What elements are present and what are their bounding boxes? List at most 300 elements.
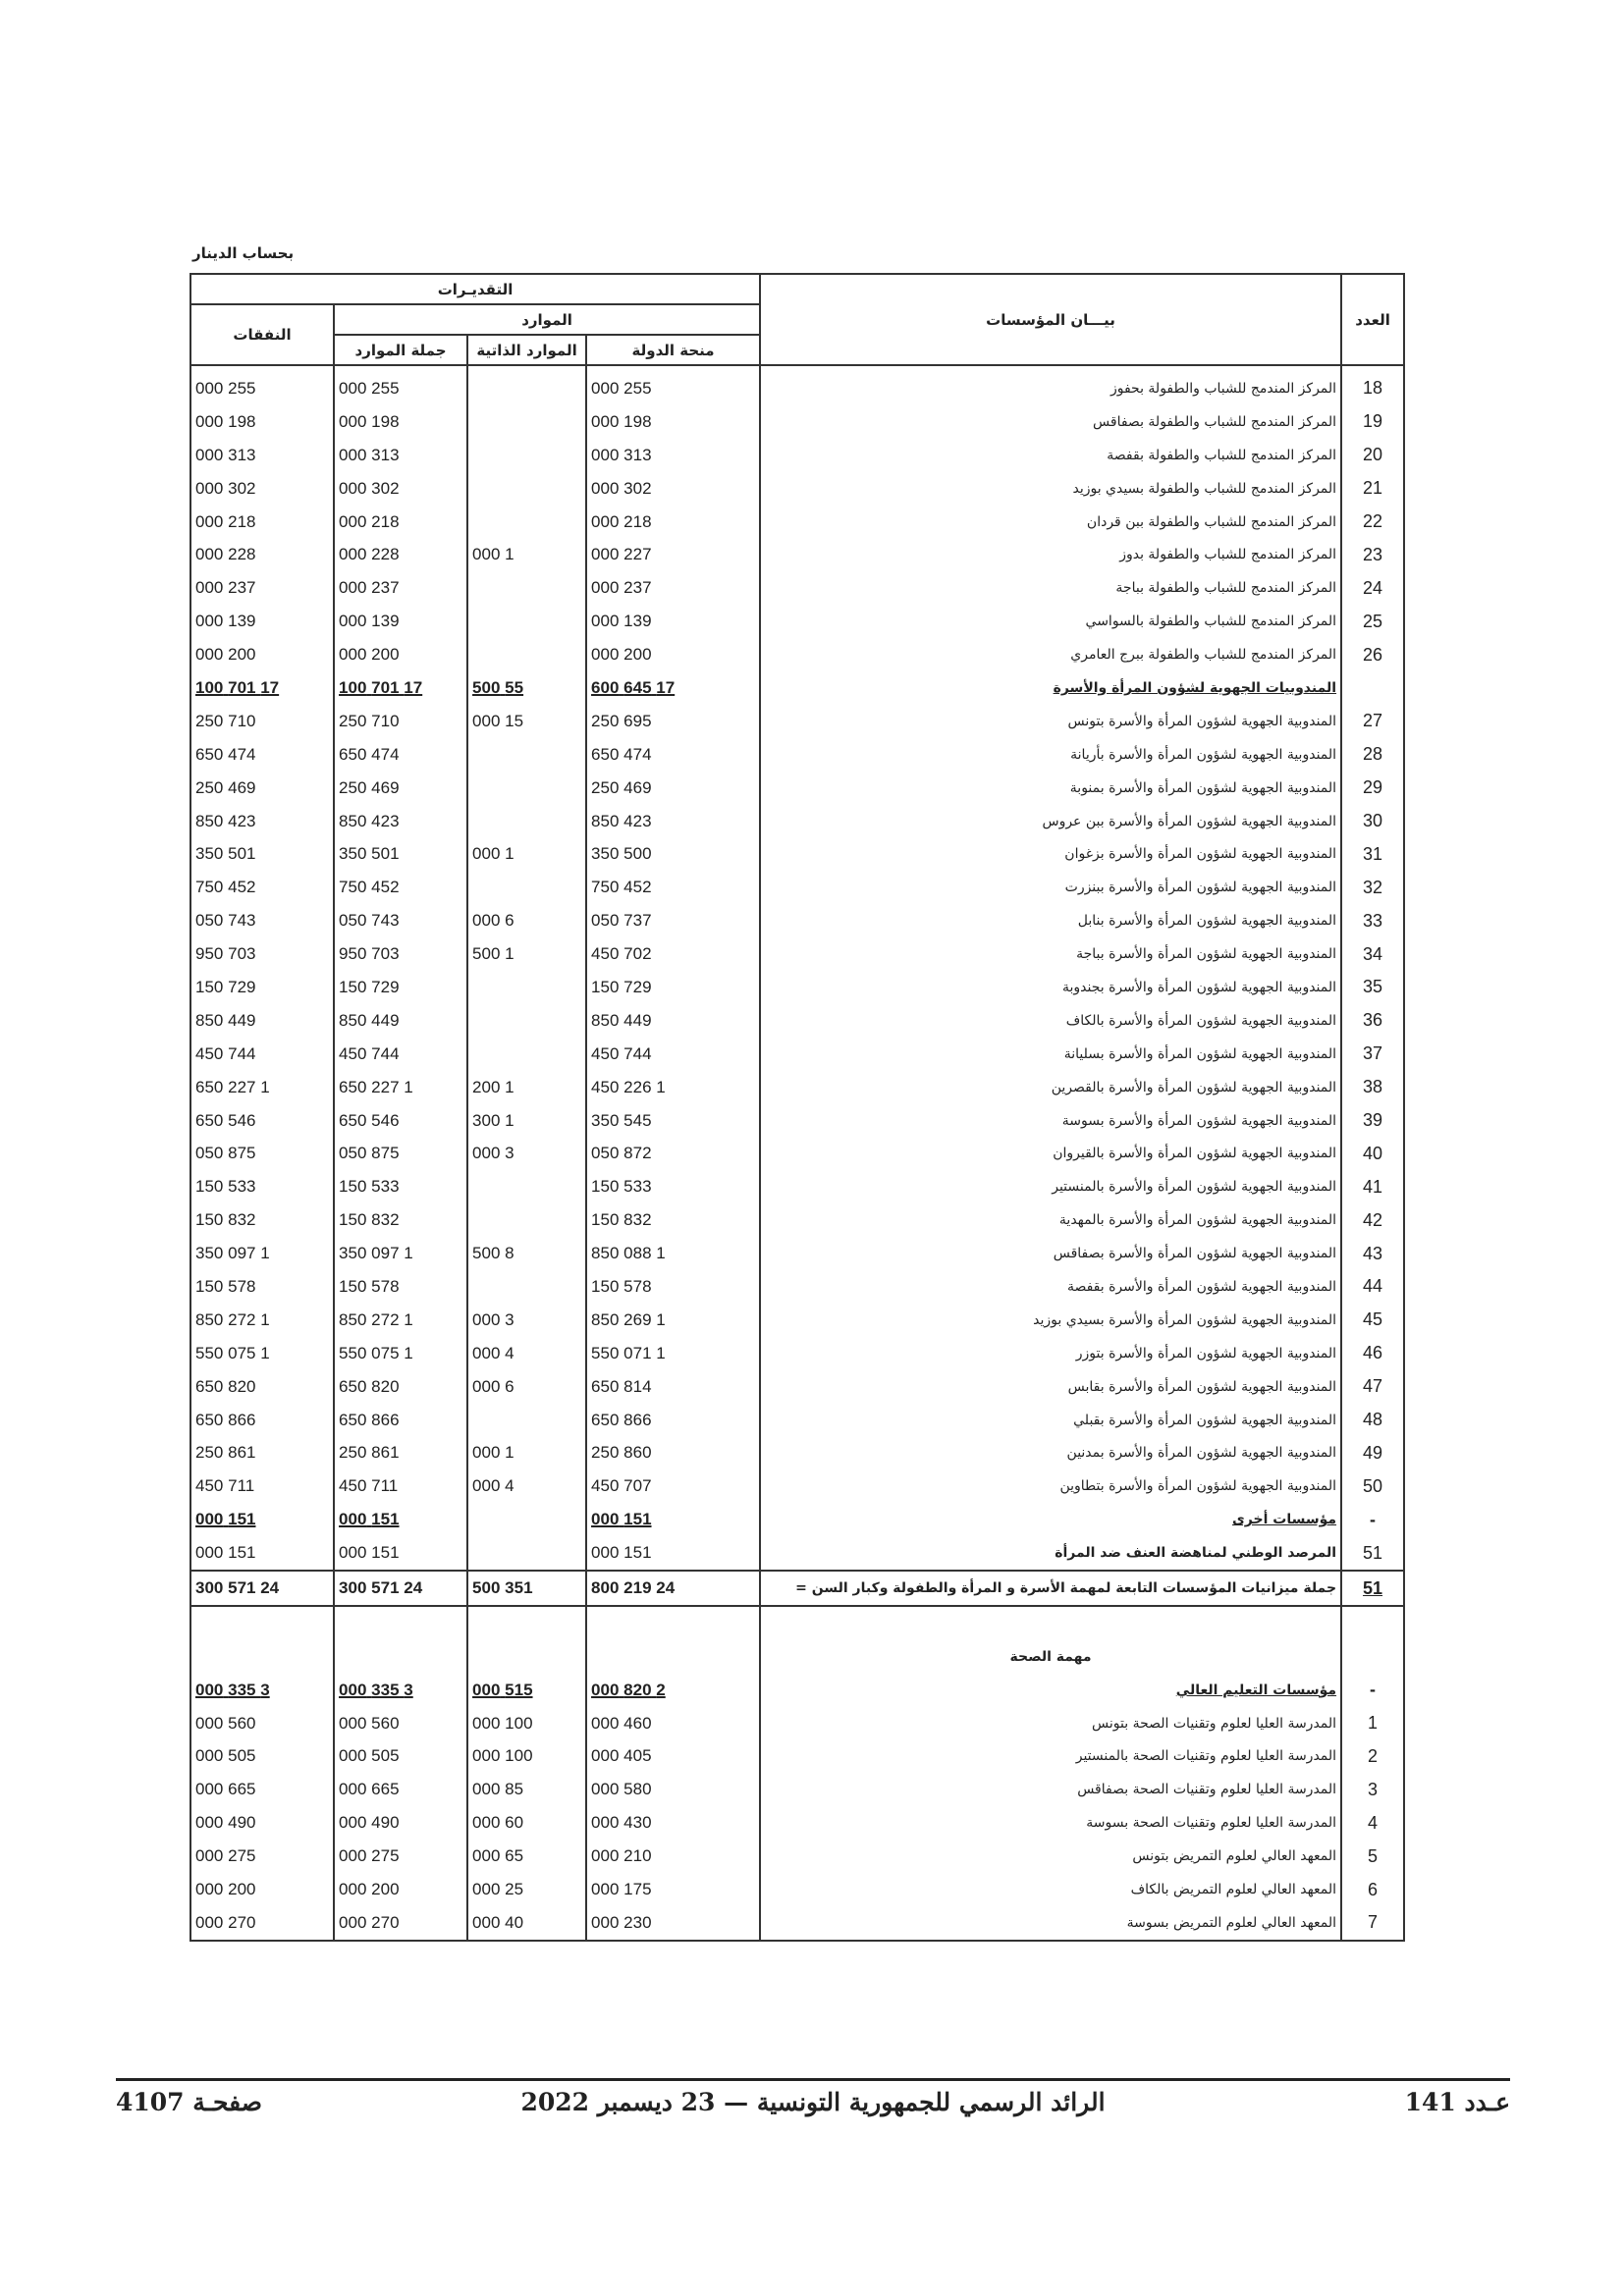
- institution-name-cell: [760, 1707, 1341, 1740]
- state-grant-value-cell: [586, 837, 760, 871]
- row-index: 1: [1368, 1713, 1379, 1734]
- institution-name: المندوبية الجهوية لشؤون المرأة والأسرة بالمهدية: [1058, 1212, 1337, 1229]
- institution-name: المندوبية الجهوية لشؤون المرأة والأسرة بتطاوين: [1059, 1478, 1337, 1495]
- institution-name-cell: [760, 1571, 1341, 1606]
- own-resources-value-cell: [467, 1707, 586, 1740]
- total-resources-value-cell: [334, 1137, 467, 1170]
- own-resources-value-cell: [467, 1370, 586, 1404]
- institution-name: جملة ميزانيات المؤسسات التابعة لمهمة الأسرة و المرأة والطفولة وكبار السن =: [795, 1580, 1337, 1596]
- row-index-cell: [1341, 705, 1404, 738]
- own-resources-value-cell: [467, 871, 586, 904]
- row-index-cell: [1341, 472, 1404, 506]
- state-grant-value-cell: [586, 1370, 760, 1404]
- total-resources-value-cell: [334, 1536, 467, 1571]
- expenses-value: 665 000: [195, 1780, 256, 1799]
- expenses-value: 560 000: [195, 1713, 256, 1733]
- own-resources-value-cell: [467, 1571, 586, 1606]
- expenses-value-cell: [190, 1503, 334, 1536]
- total-resources-value-cell: [334, 1873, 467, 1906]
- own-resources-value-cell: [467, 1004, 586, 1038]
- expenses-value: 3 335 000: [195, 1680, 270, 1699]
- state-grant-value: 452 750: [591, 878, 652, 897]
- row-index-cell: [1341, 1038, 1404, 1071]
- state-grant-value-cell: [586, 1071, 760, 1104]
- expenses-value: 1 075 550: [195, 1343, 270, 1362]
- total-resources-value-cell: [334, 1071, 467, 1104]
- state-grant-value: 230 000: [591, 1912, 652, 1932]
- state-grant-value: 302 000: [591, 478, 652, 498]
- row-index: 42: [1363, 1209, 1383, 1230]
- total-resources-value-cell: [334, 1674, 467, 1707]
- row-index: 41: [1363, 1176, 1383, 1197]
- state-grant-value: 866 650: [591, 1410, 652, 1429]
- total-resources-value-cell: [334, 1270, 467, 1304]
- header-expenses: النفقات: [190, 304, 334, 365]
- state-grant-value: 210 000: [591, 1846, 652, 1866]
- state-grant-value-cell: [586, 871, 760, 904]
- expenses-value-cell: [190, 365, 334, 405]
- row-index-cell: [1341, 1840, 1404, 1873]
- expenses-value-cell: [190, 937, 334, 971]
- total-resources-value-cell: [334, 1707, 467, 1740]
- row-index-cell: [1341, 1203, 1404, 1237]
- own-resources-value-cell: [467, 772, 586, 805]
- institution-name-cell: [760, 1840, 1341, 1873]
- state-grant-value: 2 820 000: [591, 1680, 666, 1699]
- state-grant-value: 872 050: [591, 1144, 652, 1163]
- row-index-cell: [1341, 439, 1404, 472]
- total-resources-value: 218 000: [339, 511, 400, 531]
- expenses-value-cell: [190, 1469, 334, 1503]
- footer-page-number: صفحـة 4107: [116, 2088, 263, 2116]
- expenses-value-cell: [190, 1536, 334, 1571]
- table-row: [190, 1004, 1404, 1038]
- institution-name-cell: [760, 1237, 1341, 1270]
- state-grant-value: 1 269 850: [591, 1309, 666, 1329]
- institution-name: المدرسة العليا لعلوم وتقنيات الصحة بالمنستير: [1075, 1748, 1337, 1765]
- institution-name: المندوبية الجهوية لشؤون المرأة والأسرة بجندوبة: [1061, 979, 1337, 995]
- row-index-cell: [1341, 1237, 1404, 1270]
- expenses-value-cell: [190, 1104, 334, 1138]
- table-row: [190, 1906, 1404, 1941]
- state-grant-value: 580 000: [591, 1780, 652, 1799]
- row-index-cell: [1341, 1571, 1404, 1606]
- state-grant-value-cell: [586, 772, 760, 805]
- institution-name: المعهد العالي لعلوم التمريض بالكاف: [1130, 1882, 1337, 1898]
- own-resources-value: 1 200: [472, 1077, 514, 1096]
- expenses-value: 474 650: [195, 744, 256, 764]
- institution-name-cell: [760, 1004, 1341, 1038]
- expenses-value: 151 000: [195, 1543, 256, 1563]
- expenses-value-cell: [190, 638, 334, 671]
- row-index: 2: [1368, 1745, 1379, 1766]
- total-resources-value-cell: [334, 1571, 467, 1606]
- state-grant-value-cell: [586, 1469, 760, 1503]
- row-index: 28: [1363, 744, 1383, 765]
- row-index: 3: [1368, 1779, 1379, 1799]
- total-resources-value-cell: [334, 1469, 467, 1503]
- own-resources-value-cell: [467, 1740, 586, 1774]
- total-resources-value: 490 000: [339, 1813, 400, 1833]
- own-resources-value-cell: [467, 472, 586, 506]
- state-grant-value-cell: [586, 1038, 760, 1071]
- total-resources-value-cell: [334, 705, 467, 738]
- total-resources-value: 832 150: [339, 1210, 400, 1230]
- institution-name-cell: [760, 1304, 1341, 1337]
- state-grant-value-cell: [586, 1536, 760, 1571]
- total-resources-value: 578 150: [339, 1276, 400, 1296]
- table-row: [190, 1806, 1404, 1840]
- expenses-value-cell: [190, 1606, 334, 1640]
- state-grant-value: 533 150: [591, 1177, 652, 1197]
- own-resources-value: 1 500: [472, 944, 514, 964]
- own-resources-value-cell: [467, 1038, 586, 1071]
- state-grant-value: 200 000: [591, 645, 652, 665]
- row-index-cell: [1341, 1503, 1404, 1536]
- table-row-section: [190, 1640, 1404, 1674]
- own-resources-value-cell: [467, 1806, 586, 1840]
- row-index-cell: [1341, 1773, 1404, 1806]
- total-resources-value: 200 000: [339, 1880, 400, 1899]
- table-row: [190, 506, 1404, 539]
- total-resources-value-cell: [334, 904, 467, 937]
- state-grant-value: 1 071 550: [591, 1343, 666, 1362]
- state-grant-value: 832 150: [591, 1210, 652, 1230]
- total-resources-value: 1 097 350: [339, 1244, 413, 1263]
- state-grant-value: 500 350: [591, 844, 652, 864]
- expenses-value: 24 571 300: [195, 1578, 280, 1597]
- table-body: [190, 365, 1404, 1941]
- row-index-cell: [1341, 1370, 1404, 1404]
- institution-name: المندوبية الجهوية لشؤون المرأة والأسرة بسوسة: [1061, 1112, 1337, 1129]
- total-resources-value: 3 335 000: [339, 1680, 413, 1699]
- header-resources: الموارد: [334, 304, 760, 335]
- state-grant-value: 545 350: [591, 1110, 652, 1130]
- table-row: [190, 1740, 1404, 1774]
- state-grant-value-cell: [586, 365, 760, 405]
- institution-name: المركز المندمج للشباب والطفولة ببن قردان: [1086, 513, 1337, 530]
- institution-name-cell: [760, 1674, 1341, 1707]
- table-row: [190, 871, 1404, 904]
- row-index-cell: [1341, 1606, 1404, 1640]
- expenses-value-cell: [190, 1337, 334, 1370]
- institution-name: المعهد العالي لعلوم التمريض بسوسة: [1126, 1914, 1337, 1931]
- state-grant-value: 729 150: [591, 977, 652, 996]
- row-index: 31: [1363, 843, 1383, 864]
- own-resources-value-cell: [467, 1104, 586, 1138]
- table-row: [190, 1370, 1404, 1404]
- total-resources-value: 200 000: [339, 645, 400, 665]
- institution-name: المعهد العالي لعلوم التمريض بتونس: [1132, 1848, 1337, 1865]
- footer-publication-title: الرائد الرسمي للجمهورية التونسية — 23 ديسمبر 2022: [520, 2088, 1106, 2116]
- own-resources-value-cell: [467, 1404, 586, 1437]
- total-resources-value: 255 000: [339, 378, 400, 398]
- expenses-value: 501 350: [195, 844, 256, 864]
- expenses-value-cell: [190, 1004, 334, 1038]
- expenses-value: 302 000: [195, 478, 256, 498]
- state-grant-value-cell: [586, 1806, 760, 1840]
- expenses-value: 703 950: [195, 944, 256, 964]
- header-state-grant: منحة الدولة: [586, 335, 760, 365]
- total-resources-value: 560 000: [339, 1713, 400, 1733]
- table-row: [190, 1170, 1404, 1203]
- row-index: -: [1370, 1680, 1377, 1700]
- expenses-value: 711 450: [195, 1476, 255, 1496]
- state-grant-value: 423 850: [591, 811, 652, 830]
- table-row-sub: [190, 1674, 1404, 1707]
- own-resources-value-cell: [467, 904, 586, 937]
- state-grant-value-cell: [586, 538, 760, 571]
- institution-name-cell: [760, 937, 1341, 971]
- own-resources-value-cell: [467, 571, 586, 605]
- state-grant-value-cell: [586, 1203, 760, 1237]
- state-grant-value-cell: [586, 805, 760, 838]
- institution-name-cell: [760, 1071, 1341, 1104]
- table-row: [190, 1437, 1404, 1470]
- page-footer: [116, 2088, 1510, 2127]
- own-resources-value-cell: [467, 1071, 586, 1104]
- own-resources-value-cell: [467, 405, 586, 439]
- total-resources-value: 875 050: [339, 1144, 400, 1163]
- table-row: [190, 805, 1404, 838]
- expenses-value-cell: [190, 506, 334, 539]
- row-index-cell: [1341, 1404, 1404, 1437]
- row-index-cell: [1341, 805, 1404, 838]
- expenses-value: 1 227 650: [195, 1077, 270, 1096]
- table-row: [190, 538, 1404, 571]
- row-index: 37: [1363, 1043, 1383, 1064]
- row-index: 32: [1363, 877, 1383, 897]
- table-row: [190, 1337, 1404, 1370]
- table-row-sub: [190, 671, 1404, 705]
- institution-name-cell: [760, 871, 1341, 904]
- institution-name-cell: [760, 1404, 1341, 1437]
- own-resources-value: 100 000: [472, 1713, 533, 1733]
- row-index: 36: [1363, 1010, 1383, 1031]
- state-grant-value-cell: [586, 1740, 760, 1774]
- table-row-spacer: [190, 1606, 1404, 1640]
- own-resources-value-cell: [467, 1203, 586, 1237]
- expenses-value: 17 701 100: [195, 677, 280, 697]
- own-resources-value-cell: [467, 1606, 586, 1640]
- state-grant-value-cell: [586, 1437, 760, 1470]
- table-row: [190, 365, 1404, 405]
- expenses-value-cell: [190, 671, 334, 705]
- expenses-value-cell: [190, 1404, 334, 1437]
- state-grant-value-cell: [586, 1873, 760, 1906]
- expenses-value: 237 000: [195, 578, 256, 598]
- table-row: [190, 1773, 1404, 1806]
- expenses-value: 313 000: [195, 445, 256, 464]
- state-grant-value-cell: [586, 1104, 760, 1138]
- institution-name-cell: [760, 1437, 1341, 1470]
- row-index-cell: [1341, 571, 1404, 605]
- table-row: [190, 1137, 1404, 1170]
- row-index-cell: [1341, 1104, 1404, 1138]
- total-resources-value-cell: [334, 1170, 467, 1203]
- row-index-cell: [1341, 1071, 1404, 1104]
- header-estimates: التقديـرات: [190, 274, 760, 304]
- expenses-value-cell: [190, 1203, 334, 1237]
- state-grant-value-cell: [586, 571, 760, 605]
- total-resources-value: 1 272 850: [339, 1309, 413, 1329]
- state-grant-value: 175 000: [591, 1880, 652, 1899]
- budget-table: [189, 273, 1405, 1942]
- expenses-value: 449 850: [195, 1010, 256, 1030]
- institution-name: المركز المندمج للشباب والطفولة بصفاقس: [1093, 413, 1337, 430]
- total-resources-value: 710 250: [339, 711, 400, 730]
- own-resources-value-cell: [467, 1503, 586, 1536]
- row-index-cell: [1341, 671, 1404, 705]
- table-row: [190, 605, 1404, 638]
- row-index: 7: [1368, 1912, 1379, 1933]
- total-resources-value: 743 050: [339, 911, 400, 931]
- total-resources-value: 449 850: [339, 1010, 400, 1030]
- expenses-value-cell: [190, 405, 334, 439]
- state-grant-value-cell: [586, 1237, 760, 1270]
- table-row: [190, 772, 1404, 805]
- own-resources-value-cell: [467, 1237, 586, 1270]
- expenses-value-cell: [190, 1170, 334, 1203]
- table-row-sub: [190, 1503, 1404, 1536]
- total-resources-value: 546 650: [339, 1110, 400, 1130]
- expenses-value-cell: [190, 1707, 334, 1740]
- state-grant-value-cell: [586, 738, 760, 772]
- total-resources-value-cell: [334, 1606, 467, 1640]
- table-row: [190, 705, 1404, 738]
- state-grant-value: 151 000: [591, 1543, 652, 1563]
- row-index: 43: [1363, 1243, 1383, 1263]
- own-resources-value-cell: [467, 1137, 586, 1170]
- institution-name: مؤسسات التعليم العالي: [1175, 1682, 1337, 1698]
- expenses-value: 533 150: [195, 1177, 256, 1197]
- expenses-value: 198 000: [195, 411, 256, 431]
- own-resources-value-cell: [467, 439, 586, 472]
- total-resources-value: 820 650: [339, 1376, 400, 1396]
- expenses-value: 710 250: [195, 711, 256, 730]
- total-resources-value: 866 650: [339, 1410, 400, 1429]
- own-resources-value: 6 000: [472, 1376, 514, 1396]
- own-resources-value-cell: [467, 365, 586, 405]
- institution-name-cell: [760, 439, 1341, 472]
- expenses-value-cell: [190, 1873, 334, 1906]
- expenses-value: 255 000: [195, 378, 256, 398]
- total-resources-value: 711 450: [339, 1476, 399, 1496]
- expenses-value-cell: [190, 904, 334, 937]
- own-resources-value-cell: [467, 1640, 586, 1674]
- own-resources-value-cell: [467, 1840, 586, 1873]
- institution-name-cell: [760, 1270, 1341, 1304]
- institution-name: المندوبية الجهوية لشؤون المرأة والأسرة بأريانة: [1070, 746, 1337, 763]
- total-resources-value-cell: [334, 439, 467, 472]
- table-row: [190, 738, 1404, 772]
- state-grant-value: 151 000: [591, 1510, 652, 1529]
- own-resources-value-cell: [467, 738, 586, 772]
- total-resources-value-cell: [334, 1237, 467, 1270]
- institution-name-cell: [760, 1606, 1341, 1640]
- total-resources-value: 505 000: [339, 1746, 400, 1766]
- row-index: 30: [1363, 811, 1383, 831]
- state-grant-value-cell: [586, 1906, 760, 1941]
- expenses-value-cell: [190, 1674, 334, 1707]
- expenses-value: 578 150: [195, 1276, 256, 1296]
- row-index: -: [1370, 1509, 1377, 1529]
- expenses-value: 490 000: [195, 1813, 256, 1833]
- state-grant-value-cell: [586, 1640, 760, 1674]
- institution-name-cell: [760, 538, 1341, 571]
- institution-name-cell: [760, 365, 1341, 405]
- expenses-value-cell: [190, 805, 334, 838]
- row-index: 24: [1363, 577, 1383, 598]
- state-grant-value-cell: [586, 506, 760, 539]
- own-resources-value-cell: [467, 506, 586, 539]
- own-resources-value-cell: [467, 705, 586, 738]
- total-resources-value: 151 000: [339, 1510, 400, 1529]
- total-resources-value-cell: [334, 1404, 467, 1437]
- expenses-value: 151 000: [195, 1510, 256, 1529]
- row-index: 5: [1368, 1845, 1379, 1866]
- state-grant-value-cell: [586, 1674, 760, 1707]
- expenses-value-cell: [190, 738, 334, 772]
- total-resources-value-cell: [334, 937, 467, 971]
- state-grant-value: 469 250: [591, 777, 652, 797]
- state-grant-value-cell: [586, 405, 760, 439]
- expenses-value-cell: [190, 605, 334, 638]
- own-resources-value: 1 000: [472, 844, 514, 864]
- table-row: [190, 472, 1404, 506]
- table-row: [190, 1840, 1404, 1873]
- expenses-value-cell: [190, 1840, 334, 1873]
- state-grant-value: 1 226 450: [591, 1077, 666, 1096]
- expenses-value: 861 250: [195, 1443, 256, 1463]
- institution-name: المركز المندمج للشباب والطفولة ببرج العامري: [1070, 647, 1337, 664]
- expenses-value-cell: [190, 1571, 334, 1606]
- own-resources-value: 100 000: [472, 1746, 533, 1766]
- row-index-cell: [1341, 365, 1404, 405]
- institution-name: مؤسسات أخرى: [1231, 1512, 1337, 1528]
- table-row: [190, 405, 1404, 439]
- institution-name: المندوبية الجهوية لشؤون المرأة والأسرة بقابس: [1067, 1378, 1337, 1395]
- institution-name: المدرسة العليا لعلوم وتقنيات الصحة بصفاقس: [1077, 1782, 1337, 1798]
- institution-name-cell: [760, 1170, 1341, 1203]
- row-index: 26: [1363, 644, 1383, 665]
- institution-name: المركز المندمج للشباب والطفولة بحفوز: [1110, 380, 1337, 397]
- table-row: [190, 638, 1404, 671]
- total-resources-value: 474 650: [339, 744, 400, 764]
- state-grant-value-cell: [586, 1840, 760, 1873]
- row-index: 46: [1363, 1343, 1383, 1363]
- institution-name-cell: [760, 605, 1341, 638]
- table-row: [190, 1469, 1404, 1503]
- total-resources-value-cell: [334, 871, 467, 904]
- total-resources-value: 198 000: [339, 411, 400, 431]
- state-grant-value: 578 150: [591, 1276, 652, 1296]
- expenses-value-cell: [190, 439, 334, 472]
- total-resources-value: 139 000: [339, 612, 400, 631]
- row-index: 33: [1363, 910, 1383, 931]
- total-resources-value-cell: [334, 506, 467, 539]
- institution-name: المركز المندمج للشباب والطفولة بالسواسي: [1085, 614, 1337, 630]
- own-resources-value: 515 000: [472, 1680, 533, 1699]
- own-resources-value: 85 000: [472, 1780, 524, 1799]
- own-resources-value-cell: [467, 937, 586, 971]
- own-resources-value: 40 000: [472, 1912, 524, 1932]
- state-grant-value-cell: [586, 1004, 760, 1038]
- institution-name: المندوبية الجهوية لشؤون المرأة والأسرة بقفصة: [1066, 1278, 1337, 1295]
- own-resources-value: 55 500: [472, 677, 524, 697]
- row-index: 27: [1363, 711, 1383, 731]
- state-grant-value-cell: [586, 1270, 760, 1304]
